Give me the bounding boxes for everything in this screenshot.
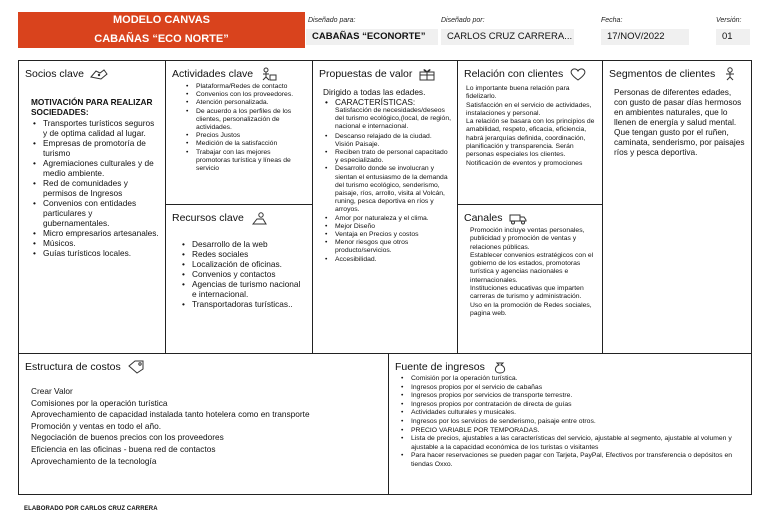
segments-paragraph: Personas de diferentes edades, con gusto de pasar días hermosos en ambientes naturales, que lo llenen de energía y salud mental. xyxy=(614,87,742,127)
relationship-paragraph: La relación se basara con los principios de amabilidad, respeto, eficacia, eficiencia, habrá jerarquías definida, coordinación, planificación y transparencia. Serán personas especiales los clientes. Notificación de eventos y promociones xyxy=(466,118,595,167)
handshake-icon xyxy=(89,67,109,81)
channels-paragraph: Establecer convenios estratégicos con el gobierno de los estados, promotoras turística y agencias nacionales e internacionales. xyxy=(470,251,594,284)
key-resources-title: Recursos clave xyxy=(172,212,244,224)
key-activities-title: Actividades clave xyxy=(172,68,254,80)
list-item: Negociación de buenos precios con los proveedores xyxy=(31,432,224,443)
segments-paragraph: Que tengan gusto por el ruñen, caminata, senderismo, por paisajes ríos y pesca deportiva. xyxy=(614,127,745,157)
value-propositions-title: Propuestas de valor xyxy=(319,68,413,80)
list-item: • Convenios con los proveedores. xyxy=(196,91,306,99)
list-item: • Ventaja en Precios y costos xyxy=(335,231,451,239)
list-item: • Mejor Diseño xyxy=(335,223,451,231)
list-item: • Medición de la satisfacción xyxy=(196,140,306,148)
key-partners-list xyxy=(31,118,159,258)
list-item: • Convenios y contactos xyxy=(192,269,306,279)
list-item: Comisiones por la operación turística xyxy=(31,397,168,408)
value-intro: Dirigido a todas las edades. xyxy=(323,87,426,97)
version-field[interactable]: 01 xyxy=(716,29,750,45)
list-item: • Agremiaciones culturales y de medio ambiente. xyxy=(43,158,159,178)
value-characteristics-text: Satisfacción de necesidades/deseos del turismo ecológico,(local, de región, nacional e internacional. xyxy=(335,107,451,131)
list-item: • Desarrollo de la web xyxy=(192,239,306,249)
list-item: • Micro empresarios artesanales. xyxy=(43,228,159,238)
list-item: Crear Valor xyxy=(31,386,73,396)
list-item: • Ingresos por los servicios de senderismo, paisaje entre otros. xyxy=(411,418,745,427)
list-item: • Desarrollo donde se involucran y sientan el entusiasmo de la demanda del turismo ecológico, senderismo, paisaje, ríos, arrollo, visita al Volcán, runing, pesca deportiva en ríos y arroyos. xyxy=(335,165,451,214)
customer-segments-title: Segmentos de clientes xyxy=(609,68,716,80)
value-propositions-list xyxy=(323,133,451,264)
list-item: • Trabajar con las mejores promotoras turística y líneas de servicio xyxy=(196,149,306,174)
list-item: Eficiencia en las oficinas - buena red de contactos xyxy=(31,443,216,454)
list-item: • Comisión por la operación turística. xyxy=(411,375,745,384)
person-icon xyxy=(258,67,278,81)
list-item: • Ingresos propios por contratación de directa de guías xyxy=(411,401,745,410)
cost-structure-title: Estructura de costos xyxy=(25,361,121,373)
relationship-paragraph: Lo importante buena relación para fidelizarlo. xyxy=(466,85,570,101)
customer-relationships-block xyxy=(457,60,603,205)
customer-segments-block xyxy=(602,60,752,354)
list-item: • De acuerdo a los perfiles de los clientes, personalización de actividades. xyxy=(196,108,306,133)
list-item: • Red de comunidades y permisos de Ingresos xyxy=(43,178,159,198)
designed-for-field[interactable]: CABAÑAS “ECONORTE” xyxy=(306,29,438,45)
author-footer: ELABORADO POR CARLOS CRUZ CARRERA xyxy=(24,506,158,512)
revenue-streams-title: Fuente de ingresos xyxy=(395,361,485,373)
heart-icon xyxy=(568,67,588,81)
designed-by-label: Diseñado por: xyxy=(441,17,485,24)
channels-paragraph: Promoción incluye ventas personales, publicidad y promoción de ventas y relaciones públicas. xyxy=(470,227,585,251)
list-item: • PRECIO VARIABLE POR TEMPORADAS. xyxy=(411,427,745,436)
list-item: • Redes sociales xyxy=(192,249,306,259)
list-item: • Precios Justos xyxy=(196,132,306,140)
truck-icon xyxy=(508,211,528,225)
key-resources-block xyxy=(165,204,313,354)
list-item: • Localización de oficinas. xyxy=(192,259,306,269)
cost-structure-block xyxy=(18,353,389,495)
list-item: • Para hacer reservaciones se pueden pagar con Tarjeta, PayPal, Efectivos por transferencia o depósitos en tiendas Oxxo. xyxy=(411,452,745,469)
designed-by-field[interactable]: CARLOS CRUZ CARRERA... xyxy=(441,29,574,45)
list-item: • Plataforma/Redes de contacto xyxy=(196,83,306,91)
list-item: • Empresas de promotoría de turismo xyxy=(43,138,159,158)
list-item: • Atención personalizada. xyxy=(196,99,306,107)
list-item: • Guías turísticos locales. xyxy=(43,248,159,258)
channels-paragraph: Uso en la promoción de Redes sociales, pagina web. xyxy=(470,301,592,317)
channels-block xyxy=(457,204,603,354)
list-item: • Músicos. xyxy=(43,238,159,248)
list-item: • Lista de precios, ajustables a las características del servicio, ajustable al segmento, ajustable al volumen y ajustable a la capacidad económica de los turistas o visitantes xyxy=(411,435,745,452)
cost-structure-list xyxy=(19,374,388,467)
key-resources-list xyxy=(166,225,312,309)
date-label: Fecha: xyxy=(601,17,623,24)
designed-for-label: Diseñado para: xyxy=(308,17,356,24)
list-item: • Convenios con entidades particulares y gubernamentales. xyxy=(43,198,159,228)
value-propositions-block xyxy=(312,60,458,354)
list-item: Aprovechamiento de la tecnología xyxy=(31,455,157,466)
list-item: • Descanso relajado de la ciudad. Visión Paisaje. xyxy=(335,133,451,149)
canvas-subtitle: CABAÑAS “ECO NORTE” xyxy=(94,33,229,45)
list-item: • Accesibilidad. xyxy=(335,256,451,264)
version-label: Versión: xyxy=(716,17,742,24)
price-tag-icon xyxy=(126,360,146,374)
list-item: • Reciben trato de personal capacitado y especializado. xyxy=(335,149,451,165)
revenue-streams-list xyxy=(389,374,751,470)
key-partners-title: Socios clave xyxy=(25,68,84,80)
revenue-streams-block xyxy=(388,353,752,495)
key-partners-block xyxy=(18,60,166,354)
value-characteristics-heading: • CARACTERÍSTICAS: xyxy=(335,97,451,107)
money-bag-icon xyxy=(490,360,510,374)
list-item: • Ingresos propios por servicios de transporte terrestre. xyxy=(411,392,745,401)
list-item: • Transportadoras turísticas.. xyxy=(192,299,306,309)
key-partners-heading: MOTIVACIÓN PARA REALIZAR SOCIEDADES: xyxy=(31,97,153,117)
list-item: Promoción y ventas en todo el año. xyxy=(31,420,162,431)
list-item: • Actividades culturales y musicales. xyxy=(411,409,745,418)
channels-title: Canales xyxy=(464,212,503,224)
channels-paragraph: Instituciones educativas que imparten carreras de turismo y administración. xyxy=(470,285,584,301)
list-item: • Agencias de turismo nacional e internacional. xyxy=(192,279,306,299)
list-item: • Amor por naturaleza y el clima. xyxy=(335,215,451,223)
key-activities-list xyxy=(166,81,312,173)
gift-icon xyxy=(417,67,437,81)
canvas-title: MODELO CANVAS xyxy=(113,14,210,26)
list-item: • Transportes turísticos seguros y de optima calidad al lugar. xyxy=(43,118,159,138)
key-activities-block xyxy=(165,60,313,205)
list-item: • Menor riesgos que otros producto/servicios. xyxy=(335,239,451,255)
customer-icon xyxy=(720,67,740,81)
canvas-title-banner xyxy=(18,12,305,48)
list-item: • Ingresos propios por el servicio de cabañas xyxy=(411,384,745,393)
customer-relationships-title: Relación con clientes xyxy=(464,68,564,80)
worker-icon xyxy=(249,211,269,225)
relationship-paragraph: Satisfacción en el servicio de actividades, instalaciones y personal. xyxy=(466,101,592,117)
list-item: Aprovechamiento de capacidad instalada tanto hotelera como en transporte xyxy=(31,409,310,420)
date-field[interactable]: 17/NOV/2022 xyxy=(601,29,689,45)
